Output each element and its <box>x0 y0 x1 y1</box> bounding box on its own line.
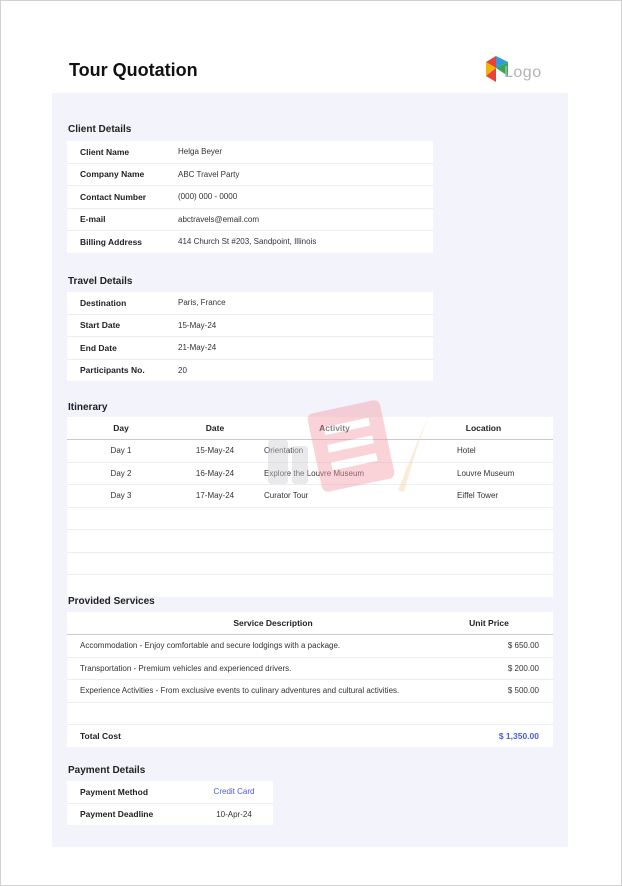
location-cell: Louvre Museum <box>457 468 515 478</box>
client-name-label: Client Name <box>80 146 130 157</box>
activity-cell: Orientation <box>264 446 304 456</box>
email-row <box>67 209 433 232</box>
table-row <box>67 658 553 681</box>
logo-text: Logo <box>504 64 542 81</box>
total-cost-row <box>67 725 553 747</box>
payment-method-value[interactable]: Credit Card <box>213 787 255 797</box>
contact-number-label: Contact Number <box>80 191 147 202</box>
contact-number-row <box>67 186 433 209</box>
day-cell: Day 3 <box>110 491 132 501</box>
payment-details-heading: Payment Details <box>68 765 146 776</box>
itinerary-heading: Itinerary <box>68 402 108 413</box>
participants-row <box>67 360 433 382</box>
destination-row <box>67 292 433 315</box>
empty-table-row <box>67 530 553 553</box>
start-date-row <box>67 315 433 338</box>
payment-deadline-row <box>67 804 273 826</box>
travel-details-table <box>67 292 433 381</box>
email-value: abctravels@email.com <box>178 214 260 224</box>
unit-price-cell: $ 650.00 <box>507 641 539 651</box>
column-header-day: Day <box>113 423 129 433</box>
services-header-row <box>67 612 553 635</box>
location-cell: Eiffel Tower <box>457 491 499 501</box>
unit-price-cell: $ 500.00 <box>507 686 539 696</box>
table-row <box>67 635 553 658</box>
day-cell: Day 2 <box>110 468 132 478</box>
service-description-cell: Accommodation - Enjoy comfortable and secure lodgings with a package. <box>80 641 341 651</box>
start-date-label: Start Date <box>80 320 121 331</box>
payment-deadline-value: 10-Apr-24 <box>216 809 252 819</box>
billing-address-label: Billing Address <box>80 236 143 247</box>
service-description-cell: Experience Activities - From exclusive events to culinary adventures and cultural activities. <box>80 686 400 696</box>
column-header-date: Date <box>205 423 225 433</box>
activity-cell: Explore the Louvre Museum <box>264 468 365 478</box>
client-name-value: Helga Beyer <box>178 147 223 157</box>
activity-cell: Curator Tour <box>264 491 309 501</box>
participants-label: Participants No. <box>80 365 145 376</box>
client-name-row <box>67 141 433 164</box>
provided-services-heading: Provided Services <box>68 596 155 607</box>
table-row <box>67 485 553 508</box>
date-cell: 17-May-24 <box>195 491 235 501</box>
column-header-unit-price: Unit Price <box>469 618 509 628</box>
column-header-service-description: Service Description <box>233 618 313 628</box>
empty-table-row <box>67 575 553 597</box>
empty-table-row <box>67 703 553 726</box>
payment-deadline-label: Payment Deadline <box>80 809 154 820</box>
document-title: Tour Quotation <box>69 60 198 80</box>
end-date-label: End Date <box>80 342 117 353</box>
travel-details-heading: Travel Details <box>68 276 133 287</box>
payment-details-table <box>67 781 273 825</box>
billing-address-row <box>67 231 433 253</box>
company-name-value: ABC Travel Party <box>178 169 240 179</box>
column-header-location: Location <box>465 423 502 433</box>
client-details-table <box>67 141 433 253</box>
empty-table-row <box>67 508 553 531</box>
payment-method-row <box>67 781 273 804</box>
table-row <box>67 680 553 703</box>
table-row <box>67 440 553 463</box>
contact-number-value: (000) 000 - 0000 <box>178 192 238 202</box>
company-name-label: Company Name <box>80 169 145 180</box>
unit-price-cell: $ 200.00 <box>507 663 539 673</box>
location-cell: Hotel <box>457 446 476 456</box>
itinerary-header-row <box>67 417 553 440</box>
date-cell: 15-May-24 <box>195 446 235 456</box>
participants-value: 20 <box>178 365 187 375</box>
destination-value: Paris, France <box>178 298 226 308</box>
company-name-row <box>67 164 433 187</box>
itinerary-table <box>67 417 553 597</box>
date-cell: 16-May-24 <box>195 468 235 478</box>
start-date-value: 15-May-24 <box>178 320 217 330</box>
table-row <box>67 463 553 486</box>
day-cell: Day 1 <box>110 446 132 456</box>
email-label: E-mail <box>80 214 106 225</box>
services-table <box>67 612 553 747</box>
total-cost-label: Total Cost <box>80 730 121 741</box>
service-description-cell: Transportation - Premium vehicles and experienced drivers. <box>80 663 292 673</box>
billing-address-value: 414 Church St #203, Sandpoint, Illinois <box>178 237 317 247</box>
column-header-activity: Activity <box>319 423 350 433</box>
client-details-heading: Client Details <box>68 124 132 135</box>
company-logo <box>486 54 556 86</box>
payment-method-label: Payment Method <box>80 786 149 797</box>
empty-table-row <box>67 553 553 576</box>
end-date-row <box>67 337 433 360</box>
end-date-value: 21-May-24 <box>178 343 217 353</box>
destination-label: Destination <box>80 297 127 308</box>
total-cost-value: $ 1,350.00 <box>498 730 539 741</box>
